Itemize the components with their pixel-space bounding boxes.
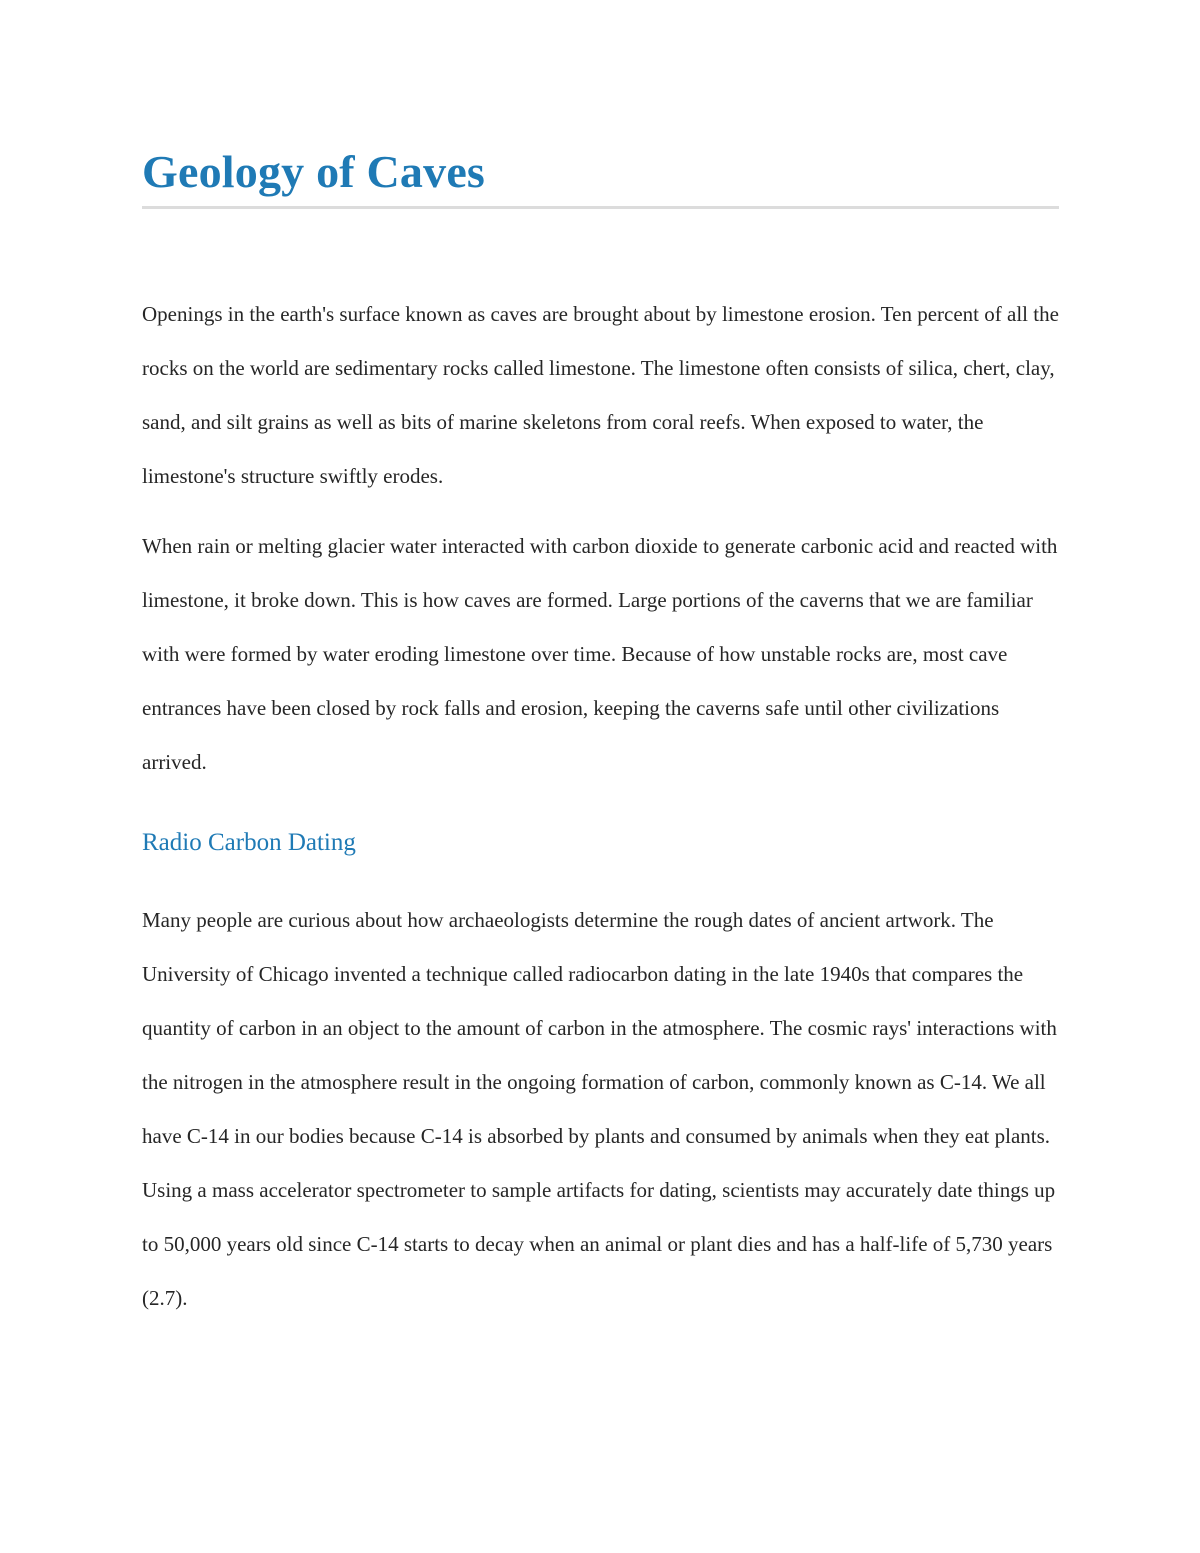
paragraph-cave-formation: When rain or melting glacier water interacted with carbon dioxide to generate carbonic acid and reacted with limestone, it broke down. This is how caves are formed. Large portions of the caverns that we are familiar with were formed by water eroding limestone over time. Because of how unstable rocks are, most cave entrances have been closed by rock falls and erosion, keeping the caverns safe until other civilizations arrived. (142, 534, 1058, 774)
paragraph-radiocarbon: Many people are curious about how archaeologists determine the rough dates of ancient artwork. The University of Chicago invented a technique called radiocarbon dating in the late 1940s that compares the quantity of carbon in an object to the amount of carbon in the atmosphere. The cosmic rays' interactions with the nitrogen in the atmosphere result in the ongoing formation of carbon, commonly known as C-14. We all have C-14 in our bodies because C-14 is absorbed by plants and consumed by animals when they eat plants. Using a mass accelerator spectrometer to sample artifacts for dating, scientists may accurately date things up to 50,000 years old since C-14 starts to decay when an animal or plant dies and has a half-life of 5,730 years (2.7). (142, 908, 1057, 1310)
document-content (142, 140, 1059, 1325)
section-heading-radio-carbon-dating: Radio Carbon Dating (142, 829, 356, 856)
title-divider (142, 206, 1059, 209)
paragraph-caves-intro: Openings in the earth's surface known as caves are brought about by limestone erosion. Ten percent of all the rocks on the world are sedimentary rocks called limestone. The limestone often consists of silica, chert, clay, sand, and silt grains as well as bits of marine skeletons from coral reefs. When exposed to water, the limestone's structure swiftly erodes. (142, 302, 1059, 488)
page-title: Geology of Caves (142, 146, 486, 197)
